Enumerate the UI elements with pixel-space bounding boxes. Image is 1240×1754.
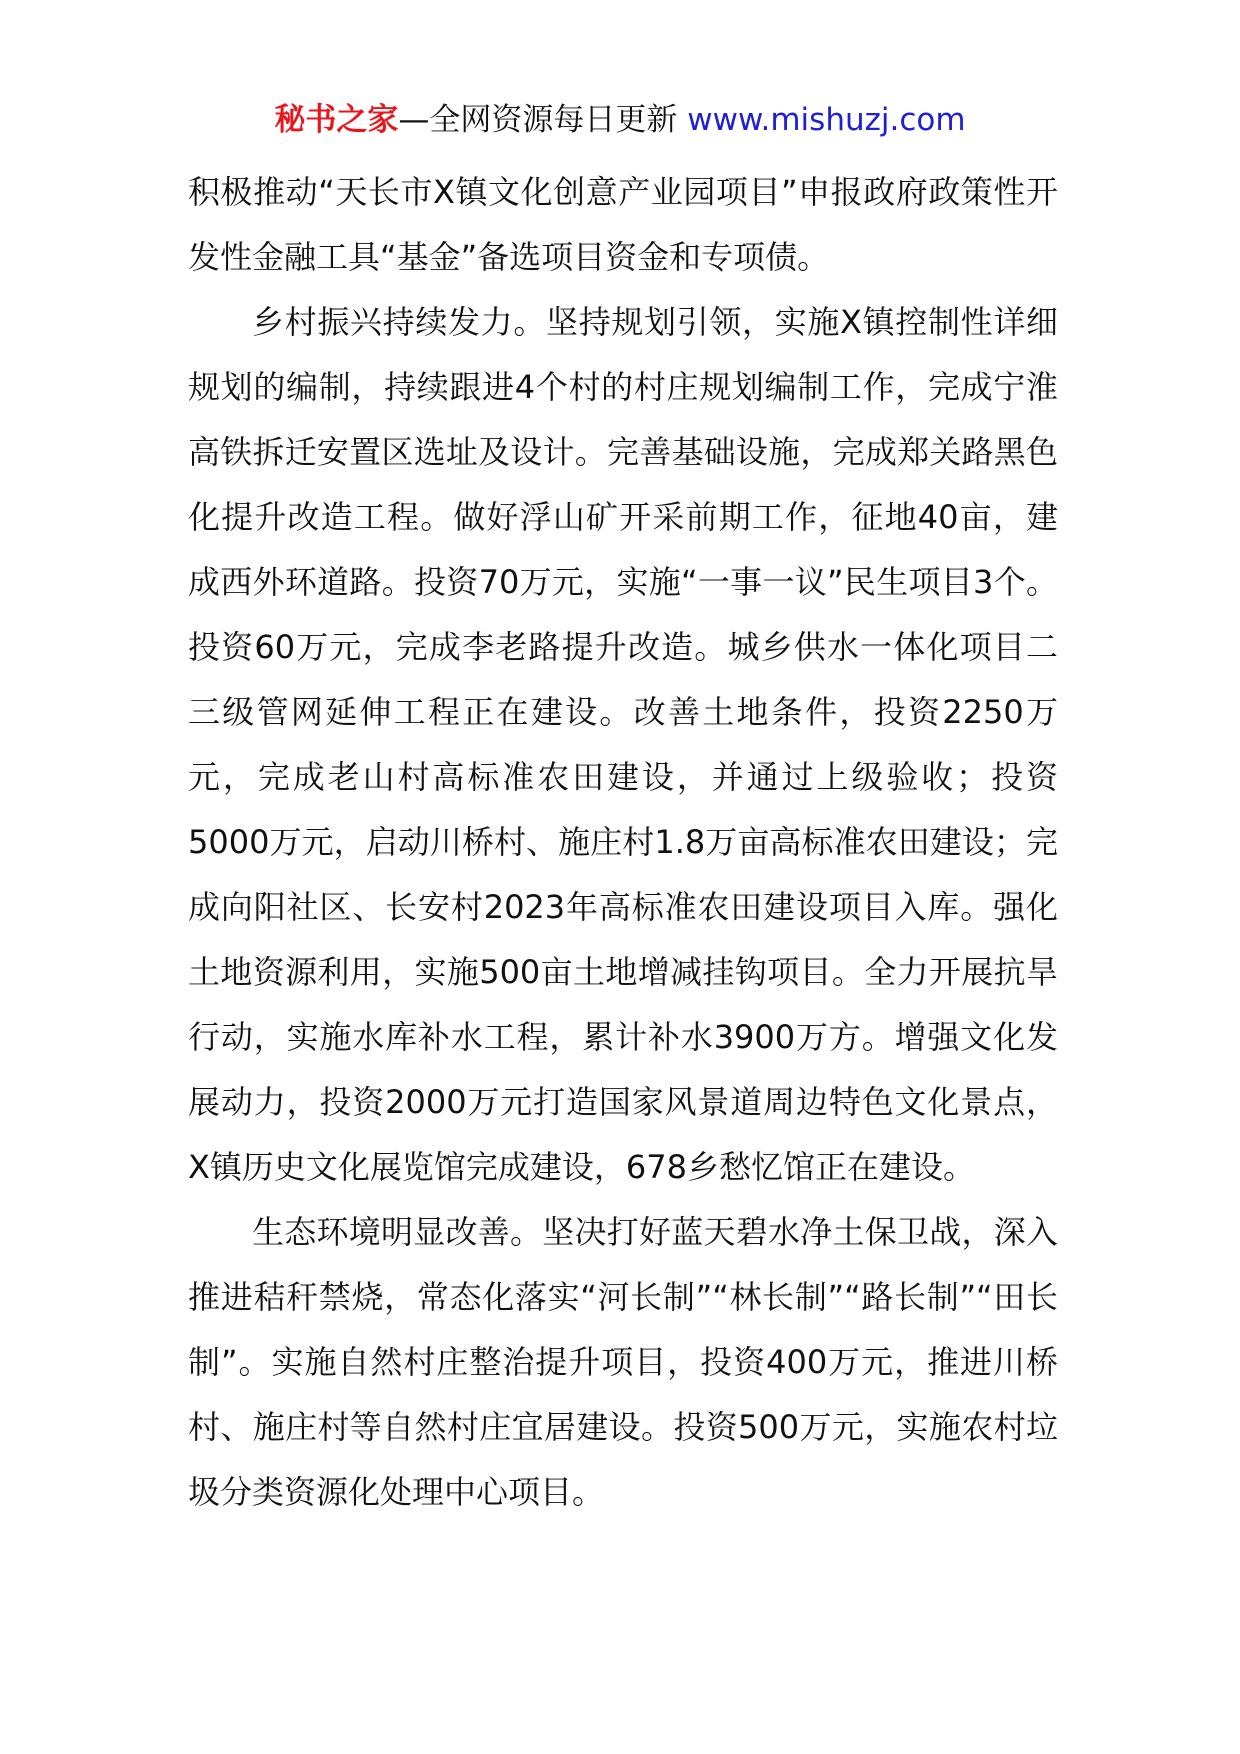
site-slogan: —全网资源每日更新	[398, 102, 678, 138]
document-body	[188, 160, 1058, 1525]
paragraph-1: 积极推动“天长市X镇文化创意产业园项目”申报政府政策性开发性金融工具“基金”备选项目资金和专项债。	[188, 173, 1058, 276]
site-url-link[interactable]: www.mishuzj.com	[687, 102, 966, 138]
paragraph-3: 生态环境明显改善。坚决打好蓝天碧水净土保卫战，深入推进秸秆禁烧，常态化落实“河长制”“林长制”“路长制”“田长制”。实施自然村庄整治提升项目，投资400万元，推进川桥村、施庄村等自然村庄宜居建设。投资500万元，实施农村垃圾分类资源化处理中心项目。	[188, 1213, 1058, 1511]
site-brand: 秘书之家	[274, 102, 399, 138]
paragraph-2: 乡村振兴持续发力。坚持规划引领，实施X镇控制性详细规划的编制，持续跟进4个村的村庄规划编制工作，完成宁淮高铁拆迁安置区选址及设计。完善基础设施，完成郑关路黑色化提升改造工程。做好浮山矿开采前期工作，征地40亩，建成西外环道路。投资70万元，实施“一事一议”民生项目3个。投资60万元，完成李老路提升改造。城乡供水一体化项目二三级管网延伸工程正在建设。改善土地条件，投资2250万元，完成老山村高标准农田建设，并通过上级验收；投资5000万元，启动川桥村、施庄村1.8万亩高标准农田建设；完成向阳社区、长安村2023年高标准农田建设项目入库。强化土地资源利用，实施500亩土地增减挂钩项目。全力开展抗旱行动，实施水库补水工程，累计补水3900万方。增强文化发展动力，投资2000万元打造国家风景道周边特色文化景点，X镇历史文化展览馆完成建设，678乡愁忆馆正在建设。	[188, 303, 1058, 1186]
page-header	[0, 100, 1240, 140]
